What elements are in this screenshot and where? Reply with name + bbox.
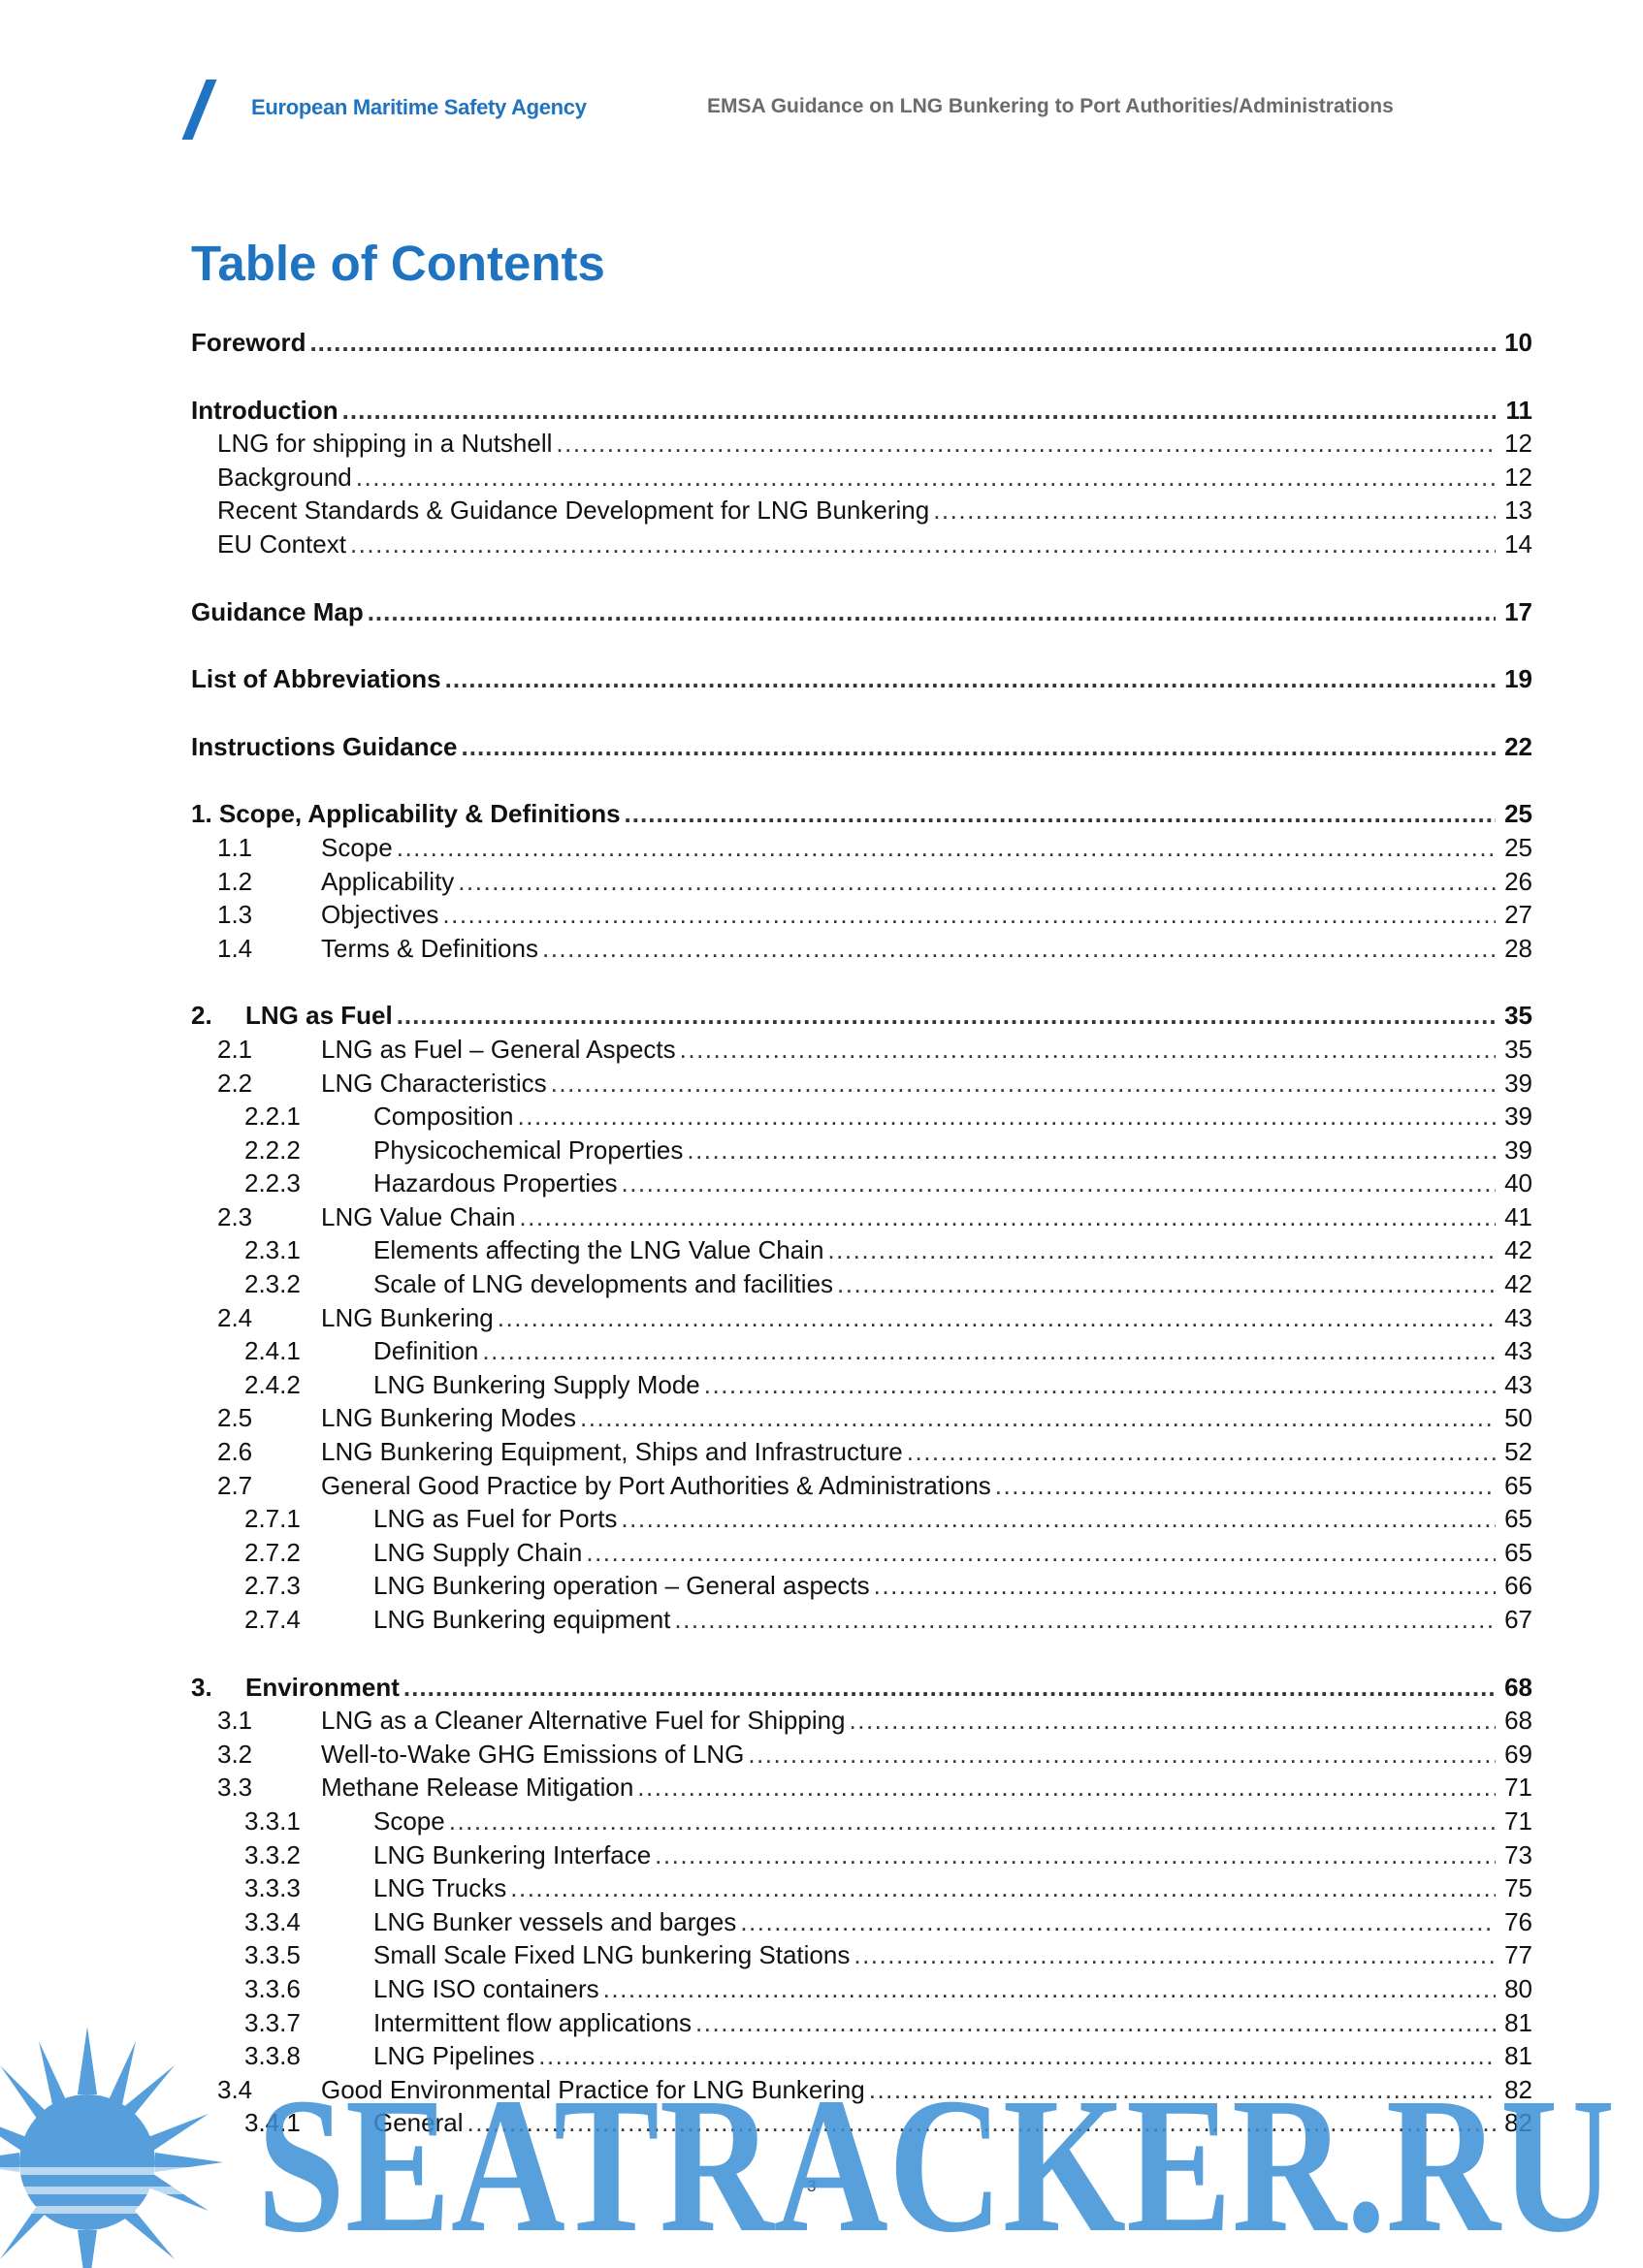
dot-leader [551,1067,1496,1101]
toc-entry-page: 12 [1504,462,1532,492]
toc-entry-page: 14 [1504,528,1532,559]
toc-entry-number: 3.3.7 [244,2007,301,2037]
toc-entry-number: 3.3 [217,1773,253,1803]
dot-leader [403,1671,1496,1705]
dot-leader [827,1233,1496,1267]
toc-entry[interactable] [191,1603,1532,1637]
toc-entry-page: 26 [1504,866,1532,896]
dot-leader [603,1972,1496,2006]
dot-leader [356,461,1496,495]
toc-entry-number: 3.3.1 [244,1805,301,1836]
toc-entry-number: 2.7.2 [244,1537,301,1567]
dot-leader [510,1871,1496,1905]
dot-leader [556,427,1496,461]
dot-leader [933,494,1496,527]
toc-entry-page: 39 [1504,1102,1532,1132]
dot-leader [850,1704,1496,1738]
toc-entry-label: LNG Value Chain [321,1201,516,1231]
toc-entry[interactable] [191,1067,1532,1101]
toc-entry-number: 2.3.2 [244,1269,301,1299]
toc-entry[interactable] [191,1267,1532,1301]
dot-leader [518,1100,1496,1134]
toc-entry-label: Foreword [191,328,306,357]
dot-leader [621,1166,1496,1200]
toc-entry-page: 71 [1504,1773,1532,1803]
toc-entry-number: 1.4 [217,933,253,963]
toc-entry-number: 2.7 [217,1470,253,1500]
dot-leader [695,2006,1496,2040]
toc-entry-page: 52 [1504,1437,1532,1467]
toc-entry-number: 3.3.4 [244,1906,301,1936]
toc-entry[interactable] [191,1569,1532,1603]
toc-entry-label: Hazardous Properties [373,1168,618,1198]
toc-entry-number: 1.3 [217,900,253,930]
toc-entry[interactable] [191,1972,1532,2006]
toc-entry[interactable] [191,932,1532,966]
toc-entry-page: 65 [1504,1504,1532,1534]
toc-entry-label: General Good Practice by Port Authorities & Administrations [321,1470,991,1500]
toc-entry-page: 43 [1504,1336,1532,1366]
dot-leader [907,1435,1496,1469]
toc-entry[interactable] [191,1401,1532,1435]
toc-entry[interactable] [191,1100,1532,1134]
toc-entry-chapter-1[interactable] [191,797,1532,831]
toc-entry-label: Introduction [191,395,338,425]
dot-leader [467,2106,1497,2140]
dot-leader [368,595,1496,629]
toc-entry[interactable] [191,1771,1532,1805]
toc-entry[interactable] [191,1200,1532,1234]
sun-icon [0,2027,223,2268]
toc-entry-page: 76 [1504,1906,1532,1936]
toc-entry-number: 3.2 [217,1739,253,1769]
dot-leader [462,730,1497,764]
toc-entry-label: Elements affecting the LNG Value Chain [373,1235,824,1265]
toc-entry[interactable] [191,2039,1532,2073]
toc-entry-label: LNG Bunkering operation – General aspects [373,1571,870,1601]
toc-entry[interactable] [191,461,1532,495]
dot-leader [542,932,1496,966]
toc-entry-page: 65 [1504,1470,1532,1500]
toc-entry[interactable] [191,1134,1532,1167]
toc-entry-label: LNG Bunker vessels and barges [373,1906,737,1936]
toc-entry-page: 42 [1504,1235,1532,1265]
toc-entry-page: 41 [1504,1201,1532,1231]
toc-entry[interactable] [191,427,1532,461]
toc-entry-label: Physicochemical Properties [373,1134,684,1165]
toc-entry-page: 27 [1504,900,1532,930]
toc-entry-page: 82 [1504,2108,1532,2138]
toc-entry-page: 28 [1504,933,1532,963]
toc-entry-number: 1.1 [217,832,253,862]
dot-leader [482,1334,1496,1368]
toc-entry-label: LNG ISO containers [373,1973,599,2003]
toc-entry[interactable] [191,1033,1532,1067]
toc-entry-foreword[interactable] [191,326,1532,360]
document-title: EMSA Guidance on LNG Bunkering to Port Authorities/Administrations [707,95,1394,117]
toc-entry[interactable] [191,1334,1532,1368]
toc-entry-label: LNG Bunkering Equipment, Ships and Infrastructure [321,1437,903,1467]
dot-leader [442,898,1496,932]
toc-entry-abbreviations[interactable] [191,662,1532,696]
toc-entry-guidance-map[interactable] [191,595,1532,629]
toc-title: Table of Contents [191,236,605,291]
agency-name: European Maritime Safety Agency [251,95,587,119]
toc-entry-label: Definition [373,1336,479,1366]
dot-leader [397,999,1496,1033]
toc-entry[interactable] [191,527,1532,561]
toc-entry-page: 71 [1504,1805,1532,1836]
dot-leader [519,1200,1496,1234]
toc-entry-instructions[interactable] [191,730,1532,764]
toc-entry-label: LNG Bunkering Supply Mode [373,1369,700,1399]
toc-entry-label: LNG as a Cleaner Alternative Fuel for Shipping [321,1706,846,1736]
toc-entry[interactable] [191,1502,1532,1536]
dot-leader [449,1805,1496,1838]
toc-entry[interactable] [191,1838,1532,1872]
toc-entry-number: 2.3 [217,1201,253,1231]
toc-entry[interactable] [191,1738,1532,1772]
dot-leader [740,1905,1496,1939]
toc-entry-number: 3.4 [217,2074,253,2104]
toc-entry-page: 13 [1504,495,1532,526]
toc-entry-page: 50 [1504,1403,1532,1433]
toc-entry-page: 68 [1504,1706,1532,1736]
toc-entry-number: 2.4 [217,1302,253,1332]
toc-entry-label: Applicability [321,866,455,896]
toc-entry-page: 42 [1504,1269,1532,1299]
dot-leader [637,1771,1496,1805]
toc-entry[interactable] [191,1905,1532,1939]
toc-entry-number: 2.2.3 [244,1168,301,1198]
toc-entry[interactable] [191,494,1532,527]
dot-leader [342,394,1496,428]
toc-entry-number: 3.4.1 [244,2108,301,2138]
toc-entry-label: Scale of LNG developments and facilities [373,1269,834,1299]
toc-entry[interactable] [191,2073,1532,2107]
toc-entry-label: LNG Bunkering Modes [321,1403,577,1433]
toc-entry[interactable] [191,1938,1532,1972]
dot-leader [687,1134,1496,1167]
toc-entry-label: Small Scale Fixed LNG bunkering Stations [373,1940,851,1970]
toc-entry[interactable] [191,2006,1532,2040]
toc-entry-page: 12 [1504,429,1532,459]
dot-leader [397,831,1496,865]
toc-entry-label: Guidance Map [191,596,364,626]
toc-entry-label: Methane Release Mitigation [321,1773,634,1803]
toc-entry-page: 39 [1504,1134,1532,1165]
toc-entry-chapter-2[interactable] [191,999,1532,1033]
toc-entry-number: 3.1 [217,1706,253,1736]
toc-entry-label: LNG as Fuel [245,1001,393,1031]
toc-entry-label: 1. Scope, Applicability & Definitions [191,799,621,829]
toc-entry-label: General [373,2108,464,2138]
toc-entry-page: 82 [1504,2074,1532,2104]
toc-entry-label: LNG Characteristics [321,1068,547,1098]
toc-entry[interactable] [191,1435,1532,1469]
dot-leader [625,797,1496,831]
dot-leader [538,2039,1496,2073]
toc-entry[interactable] [191,865,1532,899]
toc-entry[interactable] [191,1233,1532,1267]
toc-entry-page: 19 [1504,664,1532,694]
page-header [0,0,1643,145]
toc-entry-page: 11 [1505,395,1532,425]
toc-entry-page: 25 [1504,799,1532,829]
toc-entry-label: Background [217,462,352,492]
toc-entry-page: 75 [1504,1873,1532,1903]
toc-entry-page: 25 [1504,832,1532,862]
toc-entry-number: 1.2 [217,866,253,896]
toc-entry-number: 3.3.8 [244,2041,301,2071]
toc-entry-label: LNG Bunkering equipment [373,1605,671,1634]
toc-entry-page: 66 [1504,1571,1532,1601]
toc-entry-page: 43 [1504,1369,1532,1399]
toc-entry-number: 2. [191,1001,212,1031]
toc-entry-page: 10 [1504,328,1532,357]
toc-entry-introduction[interactable] [191,394,1532,428]
toc-entry-number: 2.4.2 [244,1369,301,1399]
dot-leader [309,326,1496,360]
toc-entry-number: 2.1 [217,1034,253,1064]
toc-entry-number: 2.7.1 [244,1504,301,1534]
toc-entry-label: Scope [321,832,393,862]
toc-entry-number: 2.2.1 [244,1102,301,1132]
toc-entry-page: 39 [1504,1068,1532,1098]
dot-leader [869,2073,1496,2107]
toc-entry-label: LNG for shipping in a Nutshell [217,429,553,459]
toc-entry-number: 3.3.5 [244,1940,301,1970]
toc-entry-number: 2.3.1 [244,1235,301,1265]
toc-entry-number: 2.2 [217,1068,253,1098]
toc-entry-page: 77 [1504,1940,1532,1970]
toc-entry[interactable] [191,831,1532,865]
dot-leader [445,662,1496,696]
toc-entry-page: 81 [1504,2041,1532,2071]
toc-entry[interactable] [191,1536,1532,1570]
dot-leader [874,1569,1496,1603]
toc-entry-page: 67 [1504,1605,1532,1634]
emsa-logo-icon [181,80,216,140]
toc-entry-label: LNG Supply Chain [373,1537,583,1567]
toc-entry-label: LNG Pipelines [373,2041,535,2071]
toc-entry-number: 2.7.4 [244,1605,301,1634]
dot-leader [586,1536,1496,1570]
toc-entry-page: 68 [1504,1672,1532,1702]
toc-entry-page: 73 [1504,1839,1532,1869]
toc-entry-label: Well-to-Wake GHG Emissions of LNG [321,1739,745,1769]
toc-entry-label: LNG Bunkering [321,1302,494,1332]
toc-entry[interactable] [191,1166,1532,1200]
toc-entry-label: List of Abbreviations [191,664,441,694]
toc-entry-label: Good Environmental Practice for LNG Bunkering [321,2074,865,2104]
toc-entry-page: 22 [1504,731,1532,761]
watermark-text: SEATRACKER.RU [257,2059,1615,2268]
toc-entry-label: Terms & Definitions [321,933,538,963]
toc-entry-page: 17 [1504,596,1532,626]
toc-entry-label: Instructions Guidance [191,731,458,761]
toc-entry[interactable] [191,1469,1532,1503]
toc-entry-chapter-3[interactable] [191,1671,1532,1705]
toc-entry-number: 3.3.3 [244,1873,301,1903]
page-number: 3 [807,2177,817,2195]
toc-entry-label: Recent Standards & Guidance Development for LNG Bunkering [217,495,930,526]
toc-entry-number: 2.2.2 [244,1134,301,1165]
toc-entry-label: LNG as Fuel for Ports [373,1504,618,1534]
dot-leader [680,1033,1496,1067]
table-of-contents [191,326,1532,2140]
dot-leader [655,1838,1496,1872]
toc-entry-number: 2.4.1 [244,1336,301,1366]
dot-leader [995,1469,1496,1503]
toc-entry-label: Scope [373,1805,445,1836]
toc-entry-label: LNG as Fuel – General Aspects [321,1034,676,1064]
dot-leader [580,1401,1496,1435]
toc-entry-label: Environment [245,1672,400,1702]
toc-entry[interactable] [191,1704,1532,1738]
toc-entry-page: 69 [1504,1739,1532,1769]
toc-entry-page: 40 [1504,1168,1532,1198]
toc-entry[interactable] [191,1368,1532,1402]
dot-leader [621,1502,1496,1536]
toc-entry-number: 3. [191,1672,212,1702]
toc-entry-label: Composition [373,1102,514,1132]
toc-entry-number: 2.5 [217,1403,253,1433]
toc-entry-label: EU Context [217,528,346,559]
toc-entry-label: Objectives [321,900,439,930]
toc-entry-number: 3.3.2 [244,1839,301,1869]
dot-leader [458,865,1496,899]
dot-leader [350,527,1496,561]
toc-entry[interactable] [191,898,1532,932]
dot-leader [854,1938,1496,1972]
dot-leader [498,1301,1496,1335]
toc-entry-page: 81 [1504,2007,1532,2037]
dot-leader [704,1368,1496,1402]
toc-entry-page: 35 [1504,1034,1532,1064]
dot-leader [674,1603,1496,1637]
toc-entry-page: 35 [1504,1001,1532,1031]
toc-entry[interactable] [191,2106,1532,2140]
toc-entry-number: 3.3.6 [244,1973,301,2003]
toc-entry[interactable] [191,1871,1532,1905]
dot-leader [748,1738,1496,1772]
toc-entry-number: 2.6 [217,1437,253,1467]
toc-entry[interactable] [191,1805,1532,1838]
toc-entry-page: 80 [1504,1973,1532,2003]
toc-entry-number: 2.7.3 [244,1571,301,1601]
dot-leader [837,1267,1496,1301]
toc-entry[interactable] [191,1301,1532,1335]
toc-entry-label: LNG Bunkering Interface [373,1839,652,1869]
toc-entry-page: 43 [1504,1302,1532,1332]
toc-entry-page: 65 [1504,1537,1532,1567]
toc-entry-label: Intermittent flow applications [373,2007,693,2037]
toc-entry-label: LNG Trucks [373,1873,507,1903]
